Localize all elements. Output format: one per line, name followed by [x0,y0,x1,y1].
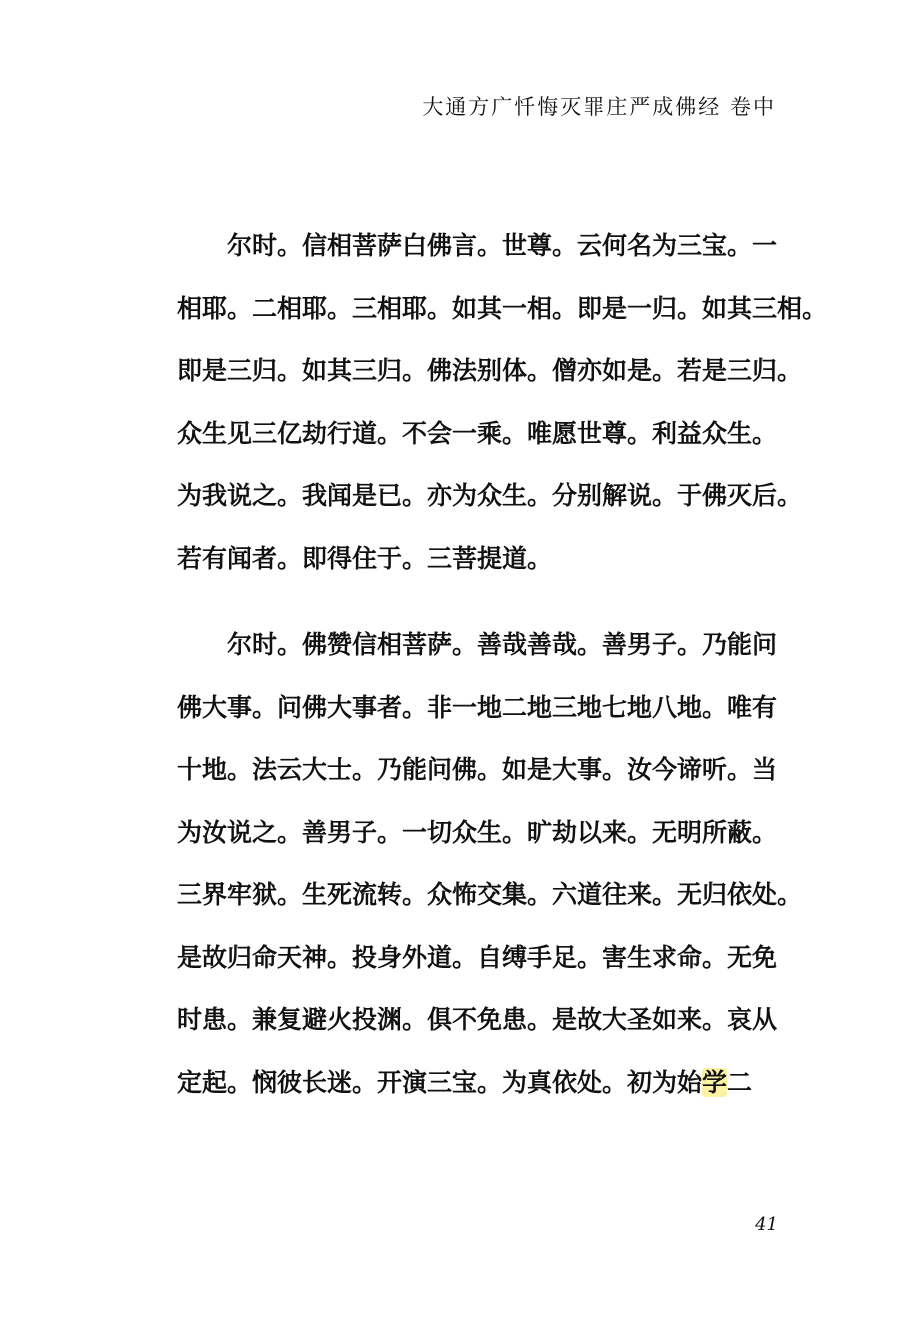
text-line: 是故归命天神。投身外道。自缚手足。害生求命。无免 [177,942,778,972]
text-line: 尔时。信相菩萨白佛言。世尊。云何名为三宝。一 [227,231,778,260]
text-line: 时患。兼复避火投渊。俱不免患。是故大圣如来。哀从 [177,1005,778,1034]
text-line: 为汝说之。善男子。一切众生。旷劫以来。无明所蔽。 [177,817,778,847]
running-header: 大通方广忏悔灭罪庄严成佛经 卷中 [422,95,776,119]
text-line: 为我说之。我闻是已。亦为众生。分别解说。于佛灭后。 [177,481,803,510]
page-number: 41 [755,1214,778,1235]
text-line: 若有闻者。即得住于。三菩提道。 [177,543,553,573]
text-line-segment: 定起。悯彼长迷。开演三宝。为真依处。初为始 [177,1067,703,1097]
paragraph-spacer [177,598,792,622]
text-line: 相耶。二相耶。三相耶。如其一相。即是一归。如其三相。 [177,293,828,323]
text-line: 十地。法云大士。乃能问佛。如是大事。汝今谛听。当 [177,755,778,784]
text-line-trailing: 二 [727,1067,753,1097]
text-line-last [177,1060,792,1123]
text-line: 三界牢狱。生死流转。众怖交集。六道往来。无归依处。 [177,880,803,909]
body-text [177,223,828,1122]
highlighted-word[interactable]: 学 [702,1067,728,1097]
text-line: 佛大事。问佛大事者。非一地二地三地七地八地。唯有 [177,692,778,722]
text-line: 即是三归。如其三归。佛法别体。僧亦如是。若是三归。 [177,356,803,385]
paragraph-1 [177,223,828,598]
text-line: 尔时。佛赞信相菩萨。善哉善哉。善男子。乃能问 [227,630,778,659]
paragraph-2 [177,622,803,1122]
text-line: 众生见三亿劫行道。不会一乘。唯愿世尊。利益众生。 [177,418,778,448]
